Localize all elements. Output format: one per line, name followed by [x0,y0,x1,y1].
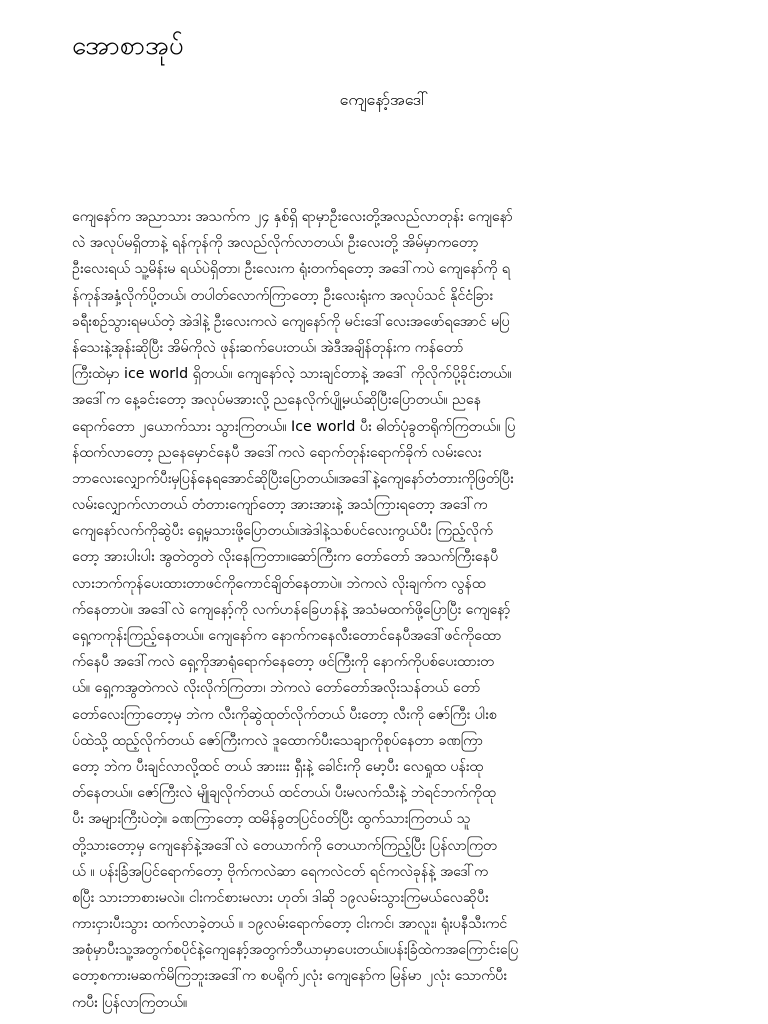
body-line: အစုံမှာပီးသူ့အတွက်စပိုင်နဲ့ကျေနော့်အတွက်ဘီယာမှာပေးတယ်။ပန်းခြံထဲကအကြောင်းပြေ [72,942,519,959]
body-line: တော်လေးကြာတော့မှ ဘဲက လီးကိုဆွဲထုတ်လိုက်တယ် ပီးတော့ လီးကို ဇော်ကြီး ပါးစ [72,706,497,723]
body-line: ပ်ထဲသို့ ထည့်လိုက်တယ် ဇော်ကြီးကလဲ ဒူထောက်ပီးသေချာကိုစုပ်နေတာ ခဏကြာ [72,732,483,749]
body-line: တော့ အားပါးပါး အွတဲတွတဲ လိုးနေကြတာ။ဆော်ကြီးက တော်တော် အသက်ကြီးနေပီ [72,549,499,566]
body-line: ပီး အများကြီးပဲတဲ့။ ခဏကြာတော့ ထမိန်ခွတပြင်ဝတ်ပြီး ထွက်သားကြတယ် သူ [72,811,471,828]
body-line: တို့သားတော့မှ ကျေနော်နဲ့အဒေါ်လဲ တေယာက်ကို တေယာက်ကြည့်ပြီး ပြန်လာကြတ [72,837,497,854]
body-line: ဘာလေးလျှောက်ပီးမှပြန်နေရအောင်ဆိုပြီးပြောတယ်။အဒေါ်နဲ့ကျေနော်တံတားကိုဖြတ်ပြီး [72,470,514,487]
body-line: န်ကုန်အနှံ့လိုက်ပို့တယ်၊ တပါတ်လောက်ကြာတော့ ဦးလေးရုံးက အလုပ်သင် နိုင်ငံခြား [72,287,493,304]
body-line: တ်နေတယ်။ ဇော်ကြီးလဲ မျိုချလိုက်တယ် ထင်တယ်၊ ပီးမလက်သီးနဲ့ ဘဲရင်ဘက်ကိုထု [72,785,496,802]
story-body [72,204,700,1016]
body-line: ယ်။ ရှေ့ကအွတဲကလဲ လိုးလိုက်ကြတာ၊ ဘဲကလဲ တော်တော်အလိုးသန်တယ် တော် [72,680,481,697]
body-line: ရောက်တော ၂ယောက်သား သွားကြတယ်။ Ice world ပီး ဓါတ်ပုံခွတရိုက်ကြတယ်။ ပြ [72,418,516,435]
body-line: န်ထက်လာတော့ ညနေမှောင်နေပီ အဒေါ်ကလဲ ရောက်တုန်းရောက်ခိုက် လမ်းလေး [72,444,482,461]
page-title: အောစာအုပ် [72,31,184,61]
body-line: တော့စကားမဆက်မိကြဘူးအဒေါ်က စပရိုက်၂လုံး ကျေနော်က မြန်မာ ၂လုံး သောက်ပီး [72,968,507,985]
body-line: လဲ အလုပ်မရှိတာနဲ့ ရန်ကုန်ကို အလည်လိုက်လာတယ်၊ ဦးလေးတို့ အိမ်မှာကတော့ [72,235,479,252]
body-line: လားဘက်ကုန်ပေးထားတာဖင်ကိုကောင်ချိတ်နေတာပဲ။ ဘဲကလဲ လိုးချက်က လွန်ထ [72,575,486,592]
body-line: တော့ ဘဲက ပီးချင်လာလို့ထင် တယ် အားးးး ရှီးနဲ့ ခေါင်းကို မော့ပီး လေရှုထ ပန်းထု [72,758,484,775]
body-line: က်နေတာပဲ။ အဒေါ်လဲ ကျေနော့်ကို လက်ဟန်ခြေဟန်နဲ့ အသံမထက်ဖို့ပြောပြီး ကျေနော့် [72,601,511,618]
body-line: ရှေ့ကကုန်းကြည့်နေတယ်။ ကျေနော်က နောက်ကနေလီးတောင်နေပီအဒေါ်ဖင်ကိုထော [72,628,502,644]
body-line: လမ်းလျှောက်လာတယ် တံတားကျော်တော့ အားအားနဲ့ အသံကြားရတော့ အဒေါ်က [72,497,488,514]
body-line: ခရီးစဉ်သွားရမယ်တဲ့ အဲဒါနဲ့ ဦးလေးကလဲ ကျေနော်ကို မင်းဒေါ်လေးအဖော်ရအောင် မပြ [72,313,510,330]
body-line: ကပီး ပြန်လာကြတယ်။ [72,994,188,1011]
body-line: ကျေနော်လက်ကိုဆွဲပီး ရှေ့မှသားဖို့ပြောတယ်။အဲဒါနဲ့သစ်ပင်လေးကွယ်ပီး ကြည့်လိုက် [72,523,493,540]
body-line: န်သေးနဲ့အုန်းဆိုပြီး အိမ်ကိုလဲ ဖုန်းဆက်ပေးတယ်၊ အဲဒီအချိန်တုန်းက ကန်တော် [72,339,464,356]
body-line: ကားငှားပီးသွား ထက်လာခဲ့တယ် ။ ၁၉လမ်းရောက်တော့ ငါးကင်၊ အာလူး၊ ရုံးပနီသီးကင် [72,916,508,933]
body-line: ဦးလေးရယ် သူ့မိန်းမ ရယ်ပဲရှိတာ၊ ဦးလေးက ရုံးတက်ရတော့ အဒေါ်ကပဲ ကျေနော်ကို ရ [72,261,511,278]
body-line: ကျေနော်က အညာသား အသက်က ၂၄ နှစ်ရှိ ရာမှာဦးလေးတို့အလည်လာတုန်း ကျေနော် [72,209,513,225]
body-line: က်နေပီ အဒေါ်ကလဲ ရှေ့ကိုအာရုံရောက်နေတော့ ဖင်ကြီးကို နောက်ကိုပစ်ပေးထားတ [72,654,494,671]
body-line: အဒေါ်က နေ့ခင်းတော့ အလုပ်မအားလို့ ညနေလိုက်ပျို့မယ်ဆိုပြီးပြောတယ်။ ညနေ [72,392,481,409]
body-line: ယ် ။ ပန်းခြံအပြင်ရောက်တော့ ဗိုက်ကလဲဆာ ရေကလဲငတ် ရင်ကလဲခုန်နဲ့ အဒေါ်က [72,863,488,880]
body-line: စပြီး သားဘာစားမလဲ။ ငါးကင်စားမလား ဟုတ်၊ ဒါဆို ၁၉လမ်းသွားကြမယ်လေဆိုပီး [72,889,489,906]
author-name: ကျေနော့်အဒေါ် [339,90,429,109]
body-line: ကြီးထဲမှာ ice world ရှိတယ်။ ကျေနော်လဲ့ သားချင်တာနဲ့ အဒေါ် ကိုလိုက်ပို့ခိုင်းတယ်။ [72,366,512,383]
